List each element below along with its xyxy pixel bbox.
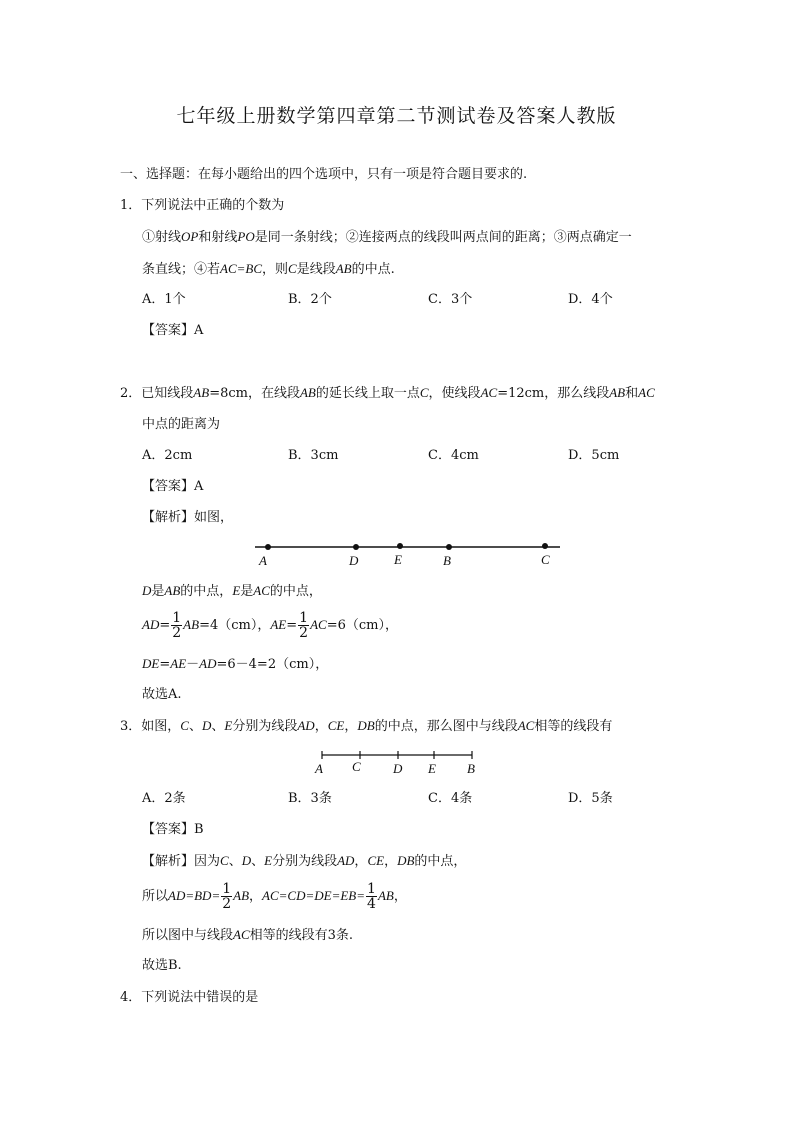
math: AC	[480, 385, 498, 400]
question-3-stem	[120, 717, 612, 736]
math: C	[288, 261, 297, 276]
math: AC	[233, 927, 250, 942]
math: D	[201, 718, 212, 733]
math: DB	[397, 853, 415, 868]
point-c	[542, 543, 548, 549]
q2-line-diagram	[250, 535, 570, 575]
text: =6（cm），	[326, 618, 398, 633]
page-title: 七年级上册数学第四章第二节测试卷及答案人教版	[176, 105, 617, 127]
option-c[interactable]: C．3个	[428, 292, 473, 307]
text: 的中点，那么图中与线段	[374, 719, 518, 734]
numerator: 1	[172, 610, 182, 626]
label-a: A	[259, 553, 267, 568]
text: 、	[211, 719, 225, 734]
math: AB	[164, 583, 181, 598]
label-c: C	[541, 552, 550, 567]
math: C	[180, 718, 189, 733]
text: 已知线段	[141, 386, 194, 401]
question-4-stem	[120, 989, 258, 1007]
option-b[interactable]: B．3cm	[288, 448, 339, 463]
q3-line-diagram	[310, 748, 490, 778]
question-2-stem-line2: 中点的距离为	[142, 417, 221, 432]
label-e: E	[428, 761, 436, 776]
math: AE	[170, 656, 187, 671]
text: =	[159, 657, 171, 672]
stem-text: 下列说法中正确的个数为	[141, 198, 285, 213]
text: ，	[344, 719, 358, 734]
analysis-line-2	[142, 607, 398, 644]
math: AD	[199, 656, 217, 671]
option-b[interactable]: B．2个	[288, 292, 332, 307]
math: AB	[377, 888, 394, 903]
text: ，	[314, 719, 328, 734]
math: AD	[337, 853, 355, 868]
question-1-statements-line2	[142, 260, 395, 279]
label-b: B	[443, 553, 451, 568]
answer: 【答案】A	[142, 479, 204, 494]
analysis-label: 【解析】如图，	[142, 510, 234, 525]
math: E	[224, 718, 233, 733]
denominator: 4	[367, 896, 376, 912]
math: AC	[517, 718, 535, 733]
text: 、	[228, 854, 242, 869]
text: 是	[151, 584, 165, 599]
option-d[interactable]: D．5条	[568, 791, 613, 806]
question-number: 1．	[120, 198, 142, 213]
option-d[interactable]: D．4个	[568, 292, 613, 307]
text: ，	[384, 854, 398, 869]
math: E	[232, 583, 241, 598]
question-1-stem	[120, 197, 284, 215]
option-a[interactable]: A．1个	[142, 292, 186, 307]
math: AC	[310, 617, 327, 632]
point-b	[446, 544, 452, 550]
ray-op: OP	[181, 229, 199, 244]
analysis-line-3	[142, 926, 353, 945]
math: AB	[233, 888, 250, 903]
point-a	[265, 544, 271, 550]
text: 是	[240, 584, 254, 599]
text: 的中点，	[180, 584, 233, 599]
label-a: A	[315, 761, 323, 776]
option-a[interactable]: A．2条	[142, 791, 186, 806]
math: D	[241, 853, 252, 868]
denominator: 2	[172, 625, 182, 641]
math: AC	[638, 385, 655, 400]
math: AC	[253, 583, 270, 598]
stem-text: 下列说法中错误的是	[141, 990, 259, 1005]
question-number: 3．	[120, 719, 142, 734]
label-e: E	[394, 552, 402, 567]
fraction-half	[298, 611, 309, 640]
math: CE	[367, 853, 385, 868]
text: =	[159, 618, 171, 633]
math: AD=BD=	[168, 888, 221, 903]
conclusion: 故选B.	[142, 958, 182, 973]
math: AE	[270, 617, 287, 632]
text: 条直线；④若	[142, 262, 221, 277]
text: =4（cm），	[199, 618, 271, 633]
point-d	[353, 544, 359, 550]
text: 、	[251, 854, 265, 869]
answer: 【答案】A	[142, 323, 204, 338]
text: 分别为线段	[272, 854, 338, 869]
math: C	[220, 853, 229, 868]
analysis-line-2	[142, 878, 407, 915]
math: AC=BC	[220, 261, 263, 276]
numerator: 1	[299, 610, 309, 626]
text: 的延长线上取一点	[315, 386, 420, 401]
option-a[interactable]: A．2cm	[142, 448, 193, 463]
conclusion: 故选A.	[142, 687, 182, 702]
question-number: 4．	[120, 990, 142, 1005]
answer: 【答案】B	[142, 822, 204, 837]
option-d[interactable]: D．5cm	[568, 448, 620, 463]
math: AB	[335, 261, 352, 276]
ray-po: PO	[237, 229, 255, 244]
fraction-quarter	[366, 882, 377, 911]
label-d: D	[393, 761, 403, 776]
math: AC=CD=DE=EB=	[262, 888, 366, 903]
text: －	[186, 657, 200, 672]
analysis-line-3	[142, 655, 328, 674]
text: 的中点，	[414, 854, 467, 869]
text: 的中点，	[269, 584, 322, 599]
fraction-half	[171, 611, 182, 640]
math: D	[142, 583, 152, 598]
math: E	[264, 853, 273, 868]
label-d: D	[349, 553, 359, 568]
text: 、	[188, 719, 202, 734]
math: DE	[142, 656, 160, 671]
option-b[interactable]: B．3条	[288, 791, 332, 806]
section-heading: 一、选择题：在每小题给出的四个选项中，只有一项是符合题目要求的.	[120, 167, 528, 182]
question-1-statements-line1	[142, 228, 632, 247]
text: ，使线段	[428, 386, 481, 401]
text: 是同一条射线；②连接两点的线段叫两点间的距离；③两点确定一	[254, 230, 632, 245]
analysis-line-1	[142, 582, 322, 601]
text: 如图，	[141, 719, 181, 734]
math: AB	[193, 385, 210, 400]
text: ，则	[262, 262, 289, 277]
text: 所以图中与线段	[142, 928, 234, 943]
label-c: C	[352, 759, 361, 774]
text: 分别为线段	[232, 719, 298, 734]
text: =12cm，那么线段	[497, 386, 610, 401]
text: =8cm，在线段	[209, 386, 300, 401]
math: CE	[327, 718, 345, 733]
text: ，	[249, 889, 263, 904]
option-c[interactable]: C．4cm	[428, 448, 479, 463]
denominator: 2	[299, 625, 309, 641]
math: AD	[142, 617, 160, 632]
text: 【解析】因为	[142, 854, 221, 869]
text: 和射线	[198, 230, 238, 245]
math: AB	[299, 385, 316, 400]
numerator: 1	[222, 881, 232, 897]
label-b: B	[467, 761, 475, 776]
text: =	[286, 618, 298, 633]
question-number: 2．	[120, 386, 142, 401]
fraction-half	[221, 882, 232, 911]
text: ，	[354, 854, 368, 869]
math: C	[419, 385, 429, 400]
math: AD	[297, 718, 315, 733]
text: 是线段	[296, 262, 336, 277]
text: 相等的线段有3条.	[249, 928, 354, 943]
text: ①射线	[142, 230, 182, 245]
math: DB	[357, 718, 375, 733]
numerator: 1	[367, 881, 376, 897]
text: 相等的线段有	[534, 719, 613, 734]
denominator: 2	[222, 896, 232, 912]
question-2-stem	[120, 384, 655, 403]
text: ，	[393, 889, 407, 904]
analysis-line-1	[142, 852, 466, 871]
math: AB	[183, 617, 200, 632]
point-e	[397, 543, 403, 549]
option-c[interactable]: C．4条	[428, 791, 473, 806]
text: 和	[625, 386, 639, 401]
math: AB	[609, 385, 626, 400]
text: 的中点.	[351, 262, 395, 277]
text: 所以	[142, 889, 169, 904]
text: =6－4=2（cm），	[216, 657, 329, 672]
